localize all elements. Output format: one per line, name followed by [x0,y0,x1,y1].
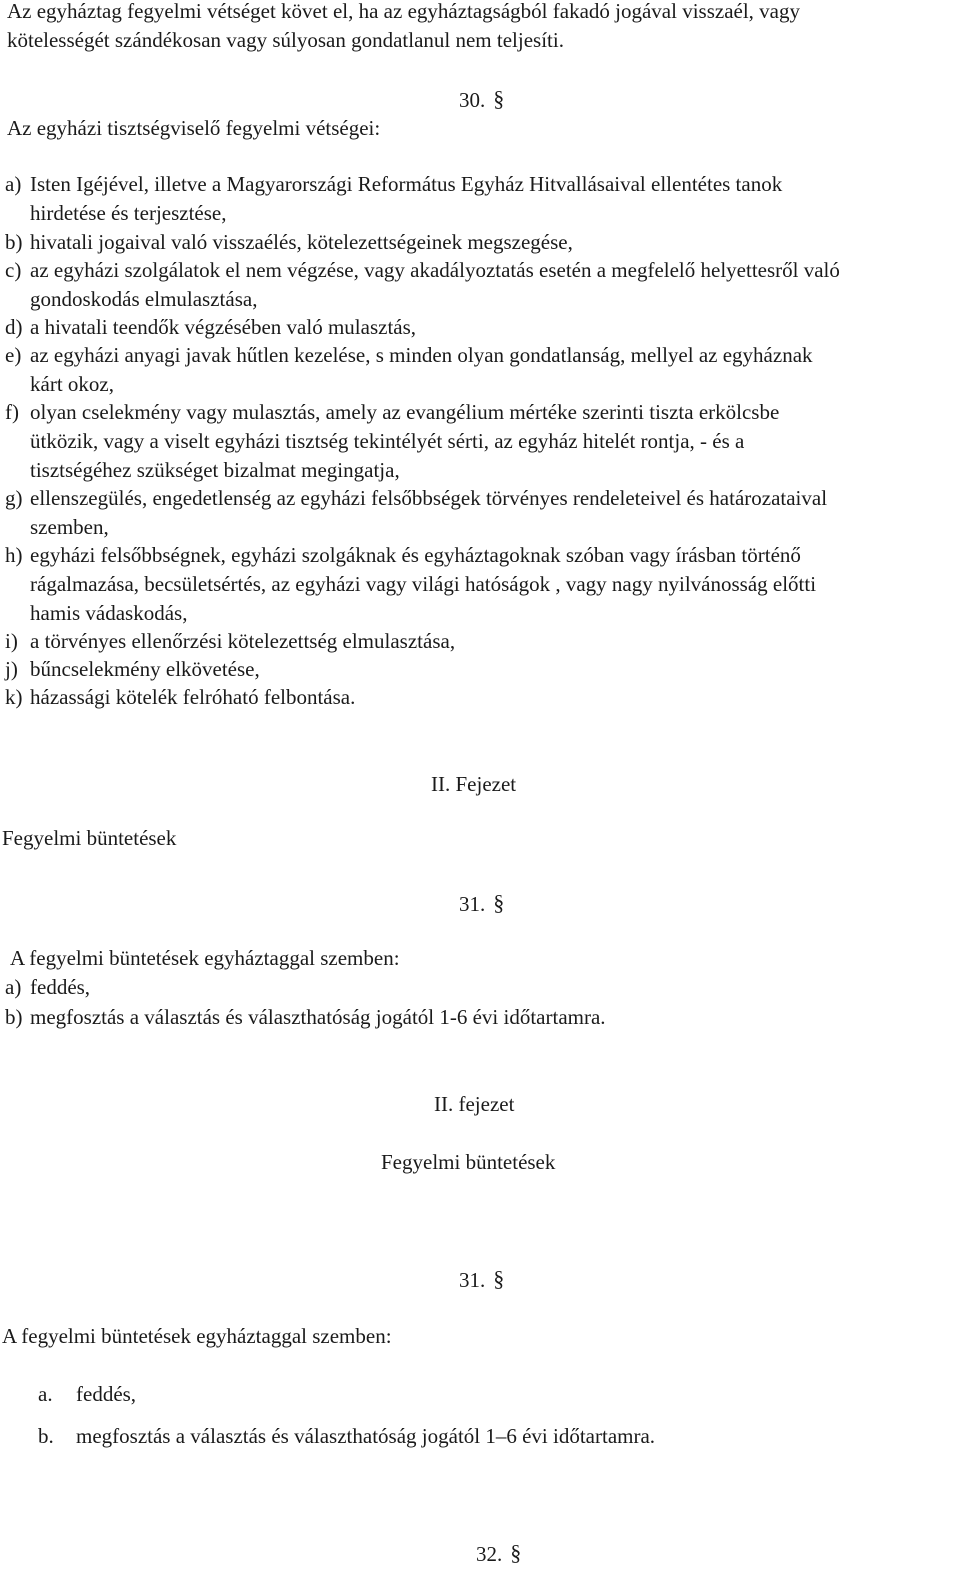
paragraph-sign: § [493,890,505,915]
item-text-line: a hivatali teendők végzésében való mulasztás, [30,315,417,339]
item-text-line: bűncselekmény elkövetése, [30,657,260,681]
item-label: d) [5,315,23,339]
offense-item-k [5,683,955,712]
item-text-line: tisztségéhez szükséget bizalmat megingatja, [30,458,400,482]
item-text-line: házassági kötelék felróható felbontása. [30,685,356,709]
section-number: 32. [476,1542,503,1566]
section-31-heading [459,888,504,919]
section-32-heading [476,1538,521,1569]
item-text-line: egyházi felsőbbségnek, egyházi szolgáknak és egyháztagoknak szóban vagy írásban történő [30,543,801,567]
paragraph-sign: § [493,86,505,111]
item-label: b) [5,230,23,254]
offense-item-d [5,313,955,342]
item-label: g) [5,486,23,510]
item-text: feddés, [76,1382,137,1406]
chapter-subtitle: Fegyelmi büntetések [2,826,177,850]
item-text-line: Isten Igéjével, illetve a Magyarországi Református Egyház Hitvallásaival ellentétes tanok [30,172,783,196]
item-text-line: ütközik, vagy a viselt egyházi tisztség tekintélyét sérti, az egyház hitelét rontja, - és a [30,429,745,453]
offense-item-e [5,341,955,399]
item-label: b. [38,1424,54,1448]
item-text-line: gondoskodás elmulasztása, [30,287,258,311]
intro-line-2: kötelességét szándékosan vagy súlyosan gondatlanul nem teljesíti. [7,28,564,52]
penalties-heading: A fegyelmi büntetések egyháztaggal szemben: [2,1324,392,1348]
item-label: i) [5,629,18,653]
item-text-line: az egyházi szolgálatok el nem végzése, vagy akadályoztatás esetén a megfelelő helyettesről való [30,258,840,282]
chapter-title: II. Fejezet [431,772,517,796]
intro-line-1: Az egyháztag fegyelmi vétséget követ el, ha az egyháztagságból fakadó jogával visszaél, vagy [7,0,801,23]
officer-offenses-heading: Az egyházi tisztségviselő fegyelmi vétségei: [7,116,381,140]
offense-item-j [5,655,955,684]
item-text-line: hivatali jogaival való visszaélés, kötelezettségeinek megszegése, [30,230,573,254]
item-text-line: szemben, [30,515,109,539]
item-label: b) [5,1005,23,1029]
item-text-line: a törvényes ellenőrzési kötelezettség elmulasztása, [30,629,456,653]
item-text-line: ellenszegülés, engedetlenség az egyházi felsőbbségek törvényes rendeleteivel és határozataival [30,486,828,510]
section-31-heading [459,1264,504,1295]
item-label: j) [5,657,18,681]
offense-item-i [5,627,955,656]
offense-item-b [5,228,955,257]
penalty-item-a [5,973,955,1002]
item-text: megfosztás a választás és választhatóság jogától 1-6 évi időtartamra. [30,1005,606,1029]
offense-item-h [5,541,955,628]
item-label: c) [5,258,22,282]
penalties-heading: A fegyelmi büntetések egyháztaggal szemben: [10,946,400,970]
offense-item-c [5,256,955,314]
item-label: h) [5,543,23,567]
penalty-item-b [5,1003,955,1032]
paragraph-sign: § [493,1266,505,1291]
paragraph-sign: § [510,1540,522,1565]
offense-item-a [5,170,955,228]
section-number: 30. [459,88,486,112]
offense-item-f [5,398,955,485]
item-label: e) [5,343,22,367]
penalty-item-b [38,1422,960,1451]
chapter-title: II. fejezet [434,1092,515,1116]
item-label: a) [5,172,22,196]
item-text-line: hamis vádaskodás, [30,601,188,625]
item-label: f) [5,400,19,424]
item-label: a) [5,975,22,999]
item-text-line: olyan cselekmény vagy mulasztás, amely az evangélium mértéke szerinti tiszta erkölcsbe [30,400,780,424]
item-label: a. [38,1382,53,1406]
item-text-line: rágalmazása, becsületsértés, az egyházi vagy világi hatóságok , vagy nagy nyilvánosság előtti [30,572,817,596]
section-number: 31. [459,892,486,916]
section-30-heading [459,84,504,115]
section-number: 31. [459,1268,486,1292]
item-text-line: az egyházi anyagi javak hűtlen kezelése, s minden olyan gondatlanság, mellyel az egyháznak [30,343,813,367]
chapter-subtitle: Fegyelmi büntetések [381,1150,556,1174]
item-text-line: hirdetése és terjesztése, [30,201,227,225]
item-text: megfosztás a választás és választhatóság jogától 1–6 évi időtartamra. [76,1424,656,1448]
item-text-line: kárt okoz, [30,372,114,396]
offense-item-g [5,484,955,542]
penalty-item-a [38,1380,960,1409]
item-text: feddés, [30,975,91,999]
item-label: k) [5,685,23,709]
